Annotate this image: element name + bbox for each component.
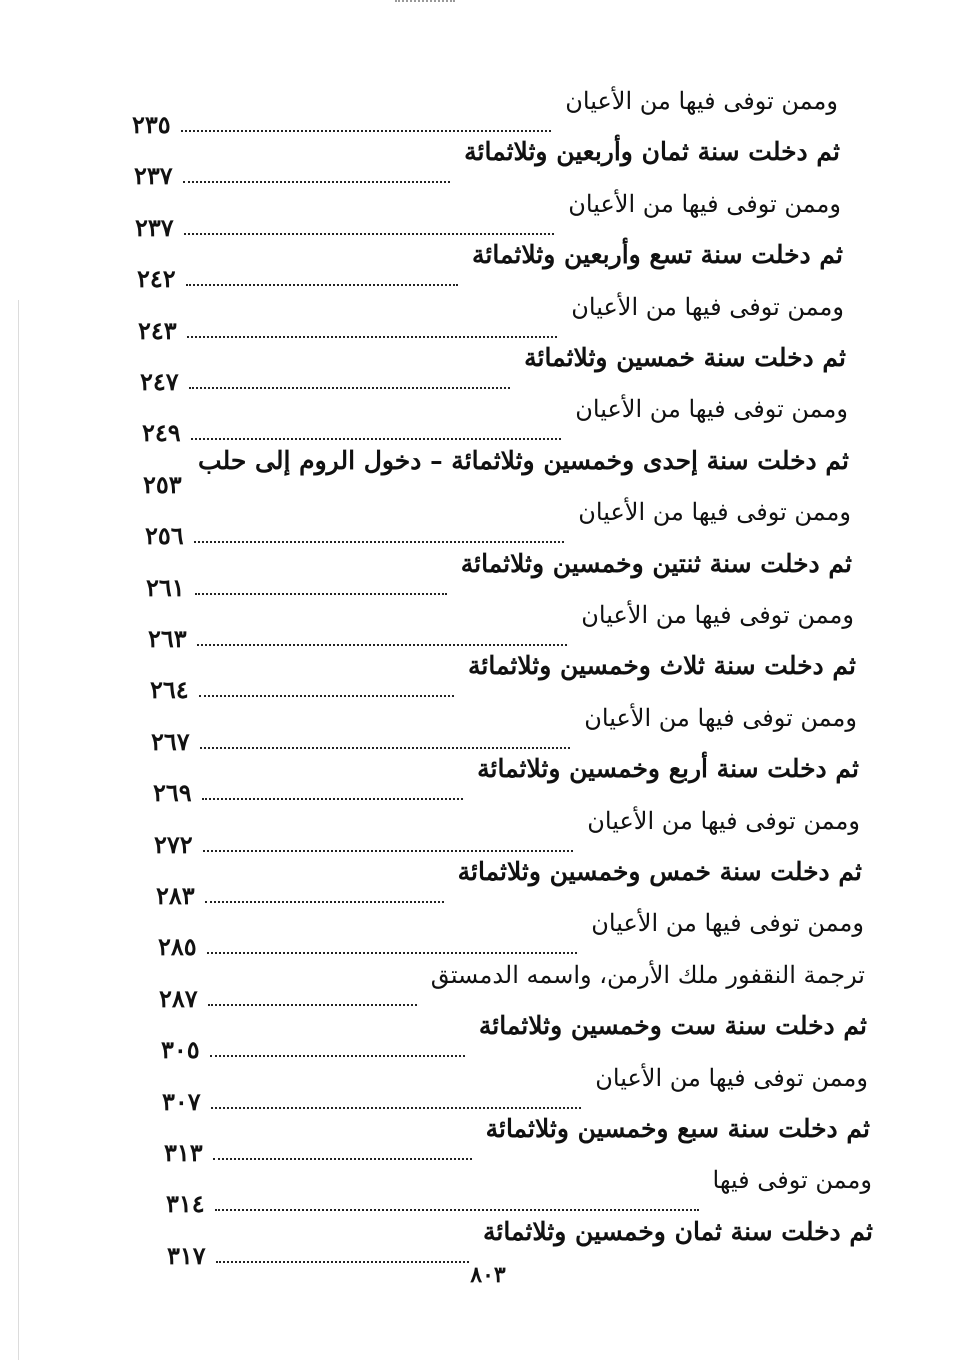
dot-leader	[210, 1053, 465, 1057]
toc-entry-title: ثم دخلت سنة ثمان وخمسين وثلاثمائة	[482, 1216, 873, 1246]
toc-entry	[143, 446, 849, 498]
toc-entry-title: وممن توفى فيها من الأعيان	[584, 703, 857, 732]
toc-entry-title: وممن توفى فيها من الأعيان	[575, 395, 848, 424]
toc-entry-page: ٢٨٥	[158, 932, 197, 962]
toc-entry-title: وممن توفى فيها من الأعيان	[568, 189, 841, 218]
dot-leader	[197, 642, 568, 646]
dot-leader	[186, 282, 458, 286]
dot-leader	[195, 591, 447, 595]
toc-entry-title: ثم دخلت سنة ست وخمسين وثلاثمائة	[478, 1011, 867, 1041]
page-number: ٨٠٣	[470, 1262, 506, 1288]
toc-entry	[137, 240, 843, 292]
toc-entry-title: ثم دخلت سنة خمسين وثلاثمائة	[524, 343, 846, 372]
toc-entry-page: ٢٦٤	[150, 675, 189, 705]
toc-entry	[148, 600, 854, 652]
toc-entry-title: وممن توفى فيها من الأعيان	[591, 909, 864, 938]
toc-entry-page: ٢٦١	[146, 572, 185, 602]
toc-entry-page: ٢٨٧	[159, 983, 198, 1013]
toc-entry	[146, 549, 852, 601]
dot-leader	[202, 796, 463, 800]
dot-leader	[191, 436, 562, 440]
toc-entry	[153, 754, 859, 806]
toc-entry	[150, 651, 856, 703]
toc-entry	[135, 189, 841, 241]
toc-entry-title: ثم دخلت سنة ثلاث وخمسين وثلاثمائة	[467, 651, 856, 681]
toc-entry-page: ٢٤٩	[142, 418, 181, 448]
toc-entry-title: ثم دخلت سنة سبع وخمسين وثلاثمائة	[485, 1114, 870, 1143]
toc-entry	[138, 292, 844, 344]
toc-entry-page: ٣١٤	[166, 1189, 205, 1219]
toc-entry	[158, 908, 864, 960]
toc-entry-title: وممن توفى فيها من الأعيان	[581, 601, 854, 629]
toc-entry-title: ثم دخلت سنة إحدى وخمسين وثلاثمائة – دخول الروم إلى حلب	[198, 445, 849, 475]
toc-entry	[151, 703, 857, 755]
toc-entry-page: ٢٨٣	[156, 881, 195, 910]
toc-entry-page: ٢٤٢	[137, 264, 176, 294]
dot-leader	[189, 385, 510, 389]
dot-leader	[207, 950, 578, 954]
dot-leader	[205, 899, 444, 903]
toc-entry-title: ثم دخلت سنة خمس وخمسين وثلاثمائة	[457, 857, 862, 886]
dot-leader	[184, 231, 555, 235]
dot-leader	[194, 539, 565, 543]
toc-entry	[167, 1217, 873, 1269]
toc-entry-page: ٢٣٥	[132, 110, 171, 139]
toc-entry-page: ٣١٧	[167, 1240, 206, 1270]
toc-entry-title: ثم دخلت سنة أربع وخمسين وثلاثمائة	[477, 754, 859, 784]
toc-entry-page: ٢٣٧	[134, 161, 173, 191]
toc-entry	[142, 394, 848, 446]
toc-entry-page: ٢٣٧	[135, 212, 174, 242]
toc-entry-page: ٢٤٣	[138, 315, 177, 345]
dot-leader	[216, 1259, 469, 1263]
toc-entry-title: وممن توفى فيها من الأعيان	[587, 806, 860, 835]
toc-entry	[154, 806, 860, 858]
dot-leader	[215, 1207, 699, 1211]
toc-entry-page: ٢٤٧	[140, 367, 179, 396]
toc-entry	[159, 960, 865, 1012]
margin-line	[18, 300, 19, 1360]
toc-entry-page: ٢٥٣	[143, 469, 182, 499]
toc-entry-page: ٣١٣	[164, 1138, 203, 1167]
toc-entry-title: وممن توفى فيها من الأعيان	[565, 87, 838, 115]
dot-leader	[181, 128, 552, 132]
toc-entry-page: ٢٦٩	[153, 778, 192, 808]
dot-leader	[183, 179, 450, 183]
toc-entry-title: وممن توفى فيها من الأعيان	[578, 498, 851, 527]
dot-leader	[200, 745, 571, 749]
dot-leader	[187, 334, 558, 338]
toc-entry-title: ثم دخلت سنة ثنتين وخمسين وثلاثمائة	[460, 548, 852, 578]
toc-entry	[161, 1011, 867, 1063]
toc-entry	[134, 137, 840, 189]
toc-entry-title: ثم دخلت سنة تسع وأربعين وثلاثمائة	[471, 240, 843, 270]
toc-entry	[140, 343, 846, 395]
dot-leader	[203, 848, 574, 852]
toc-entry-page: ٢٦٣	[148, 624, 187, 653]
toc-entry-page: ٢٥٦	[145, 521, 184, 551]
dot-leader	[211, 1105, 582, 1109]
dot-leader	[213, 1156, 472, 1160]
toc-entry-title: وممن توفى فيها	[712, 1166, 872, 1195]
toc-entry-title: وممن توفى فيها من الأعيان	[571, 292, 844, 321]
toc-entry-title: ثم دخلت سنة ثمان وأربعين وثلاثمائة	[464, 137, 840, 167]
toc-entry	[132, 86, 838, 138]
toc-entry-page: ٢٦٧	[151, 726, 190, 756]
toc-entry	[166, 1165, 872, 1217]
dot-leader	[199, 693, 454, 697]
toc-entry-title: وممن توفى فيها من الأعيان	[595, 1063, 868, 1092]
toc-entry	[156, 857, 862, 909]
toc-entry	[164, 1114, 870, 1166]
toc-entry-page: ٣٠٧	[162, 1086, 201, 1116]
toc-entry-page: ٢٧٢	[154, 829, 193, 859]
toc-entry-title: ترجمة النقفور ملك الأرمن، واسمه الدمستق	[430, 960, 865, 989]
toc-entry	[162, 1063, 868, 1115]
dot-leader	[208, 1002, 417, 1006]
top-mark	[395, 0, 455, 6]
toc-entry-page: ٣٠٥	[161, 1035, 200, 1065]
toc-entry	[145, 497, 851, 549]
